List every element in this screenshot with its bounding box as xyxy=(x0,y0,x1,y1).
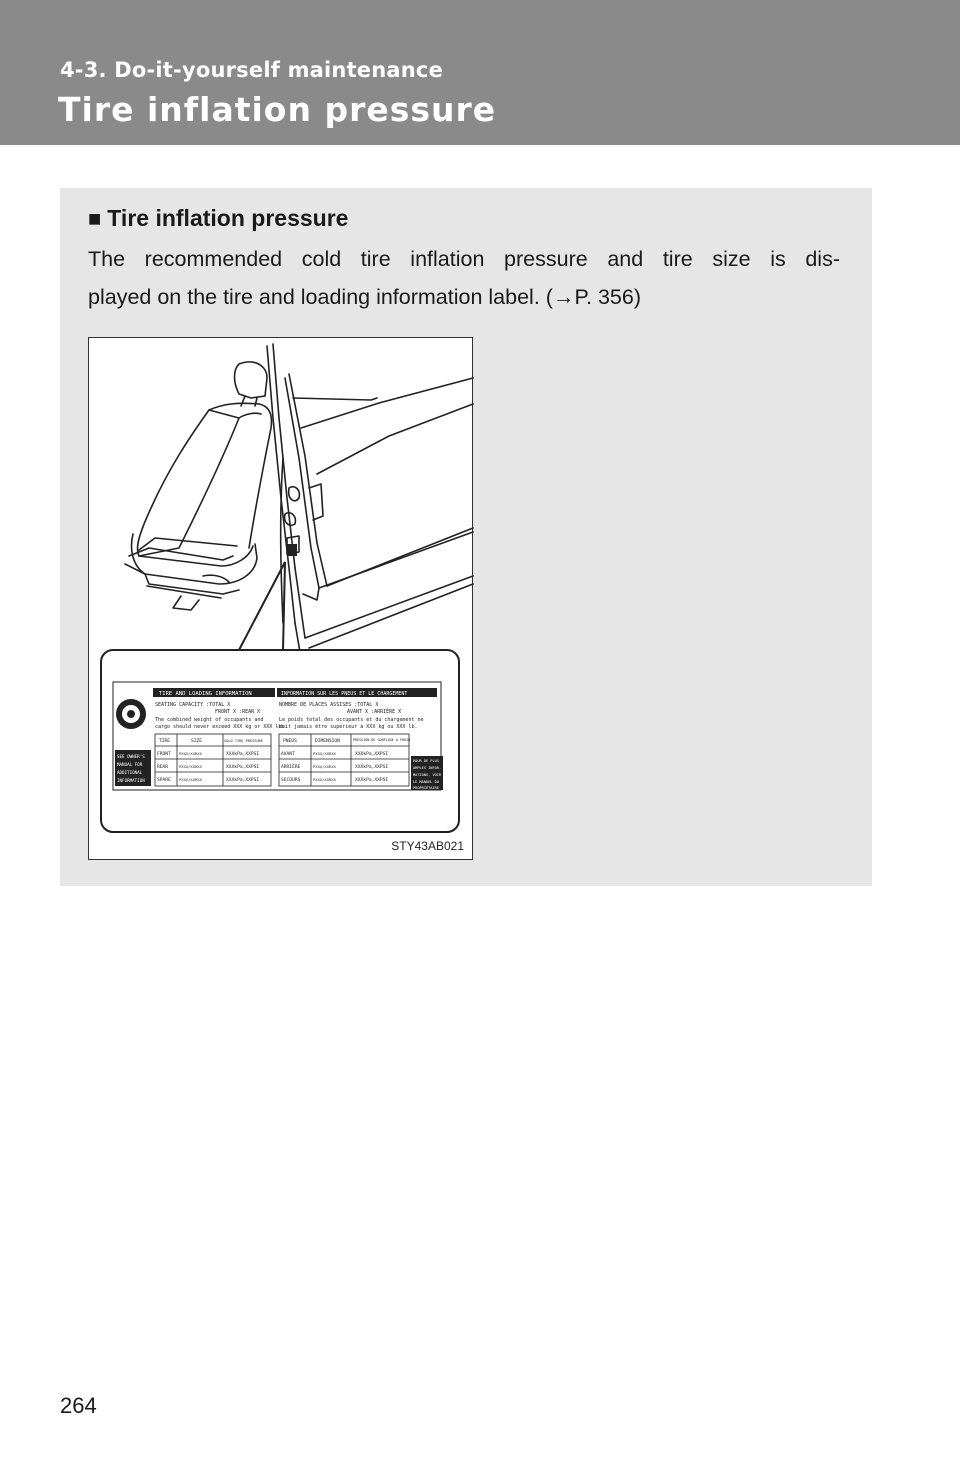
body-paragraph xyxy=(88,240,840,316)
col-size: SIZE xyxy=(191,739,203,744)
pression-avant: XXXkPa,XXPSI xyxy=(355,752,389,757)
col-dimension: DIMENSION xyxy=(315,739,340,744)
section-header xyxy=(0,0,960,145)
square-bullet-icon: ■ xyxy=(88,206,102,231)
row-front: FRONT xyxy=(157,752,171,757)
seat-and-label-illustration xyxy=(89,338,474,861)
pressure-spare: XXXkPa,XXPSI xyxy=(226,778,260,783)
col-pneus: PNEUS xyxy=(283,739,297,744)
col-pression: PRESSION DE GONFLAGE À FROID xyxy=(353,738,411,742)
col-tire: TIRE xyxy=(159,739,171,744)
label-title-en: TIRE AND LOADING INFORMATION xyxy=(159,691,252,697)
pour-plus-4: LE MANUEL DU xyxy=(413,780,439,784)
size-rear: PXXX/XXRXX xyxy=(179,764,202,769)
car-body-drawing xyxy=(125,344,473,658)
col-pressure: COLD TIRE PRESSURE xyxy=(224,739,263,743)
row-secours: SECOURS xyxy=(281,778,301,783)
seating-fr-2: AVANT X :ARRIÈRE X xyxy=(347,709,402,715)
page-reference-link[interactable]: P. 356) xyxy=(574,285,641,309)
see-owner-4: INFORMATION xyxy=(117,778,145,783)
size-front: PXXX/XXRXX xyxy=(179,751,202,756)
paragraph-line-2 xyxy=(88,278,840,316)
pour-plus-2: AMPLES INFOR- xyxy=(413,766,442,770)
weight-fr-2: doit jamais être supérieur à XXX kg ou XXX lb. xyxy=(279,724,418,730)
subheading-text: Tire inflation pressure xyxy=(107,205,349,231)
paragraph-line-1: The recommended cold tire inflation pressure and tire size is dis- xyxy=(88,247,840,271)
pour-plus-5: PROPRIÉTAIRE xyxy=(413,786,439,790)
label-title-fr: INFORMATION SUR LES PNEUS ET LE CHARGEMENT xyxy=(281,691,408,697)
see-owner-3: ADDITIONAL xyxy=(117,770,143,775)
tire-icon xyxy=(116,699,146,729)
seating-en: SEATING CAPACITY :TOTAL X xyxy=(155,702,231,708)
illustration-figure xyxy=(88,337,473,860)
seating-en-2: FRONT X :REAR X xyxy=(215,709,261,715)
paragraph-text: played on the tire and loading information label. ( xyxy=(88,285,553,309)
pression-arriere: XXXkPa,XXPSI xyxy=(355,765,389,770)
seating-fr: NOMBRE DE PLACES ASSISES :TOTAL X xyxy=(279,702,379,708)
dimension-arriere: PXXX/XXRXX xyxy=(313,764,336,769)
pour-plus-1: POUR DE PLUS xyxy=(413,759,439,763)
row-arriere: ARRIÈRE xyxy=(281,765,301,770)
pressure-rear: XXXkPa,XXPSI xyxy=(226,765,260,770)
weight-en-2: cargo should never exceed XXX kg or XXX lbs. xyxy=(155,724,288,730)
section-label: 4-3. Do-it-yourself maintenance xyxy=(60,58,444,82)
row-rear: REAR xyxy=(157,765,169,770)
see-owner-1: SEE OWNER'S xyxy=(117,754,145,759)
pressure-front: XXXkPa,XXPSI xyxy=(226,752,260,757)
figure-code: STY43AB021 xyxy=(391,839,464,853)
page-number: 264 xyxy=(60,1393,97,1418)
subheading xyxy=(88,205,348,232)
row-spare: SPARE xyxy=(157,778,171,783)
dimension-avant: PXXX/XXRXX xyxy=(313,751,336,756)
row-avant: AVANT xyxy=(281,752,295,757)
weight-fr-1: Le poids total des occupants et du chargement ne xyxy=(279,717,424,723)
see-owner-2: MANUAL FOR xyxy=(117,762,143,767)
pour-plus-3: MATIONS, VOIR xyxy=(413,773,442,777)
weight-en-1: The combined weight of occupants and xyxy=(155,717,264,723)
size-spare: PXXX/XXRXX xyxy=(179,777,202,782)
dimension-secours: PXXX/XXRXX xyxy=(313,777,336,782)
pression-secours: XXXkPa,XXPSI xyxy=(355,778,389,783)
arrow-icon: → xyxy=(552,285,575,309)
page-title: Tire inflation pressure xyxy=(58,90,497,129)
